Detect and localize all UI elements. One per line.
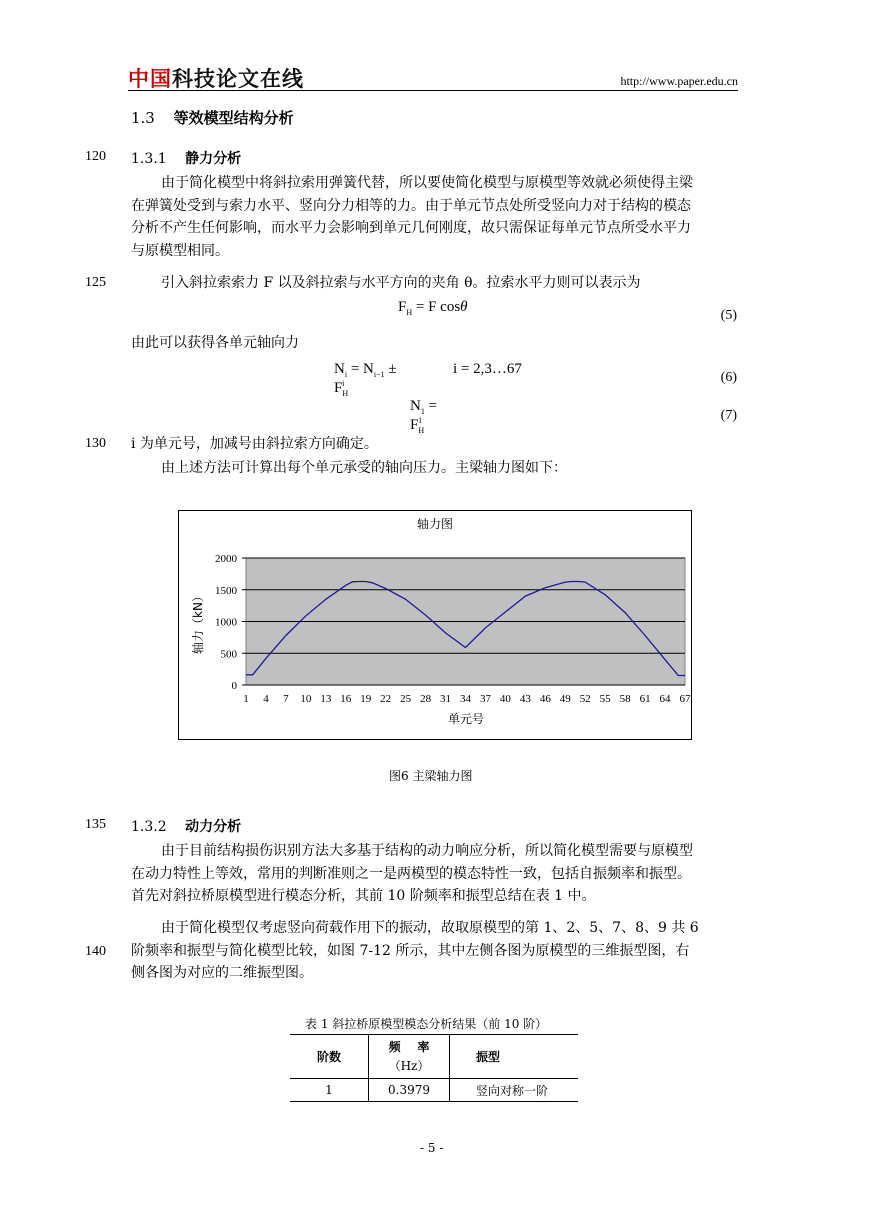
x-tick-label: 31 [440,693,452,705]
text-line: 由于简化模型仅考虑竖向荷载作用下的振动，故取原模型的第 1、2、5、7、8、9 共 6 [161,920,699,936]
table-header-row [290,1035,578,1079]
y-tick-label: 0 [231,680,237,692]
cell-order: 1 [325,1083,333,1097]
table-1 [290,1034,578,1102]
x-tick-label: 34 [460,693,471,705]
x-tick-label: 46 [539,693,551,705]
paragraph-7 [131,917,743,985]
x-tick-label: 40 [499,693,511,705]
x-tick-label: 58 [619,693,631,705]
x-tick-label: 28 [420,693,432,705]
chart-svg [179,511,691,739]
x-tick-label: 7 [283,693,289,705]
paragraph-1 [131,172,741,262]
x-tick-label: 37 [479,693,491,705]
subsection-title: 动力分析 [185,819,242,835]
line-number-120: 120 [85,149,106,164]
logo [128,63,304,93]
line-number-140: 140 [85,944,106,959]
paragraph-4: i 为单元号，加减号由斜拉索方向确定。 [131,436,378,452]
text-line: 侧各图为对应的二维振型图。 [131,965,313,981]
x-tick-label: 49 [559,693,571,705]
x-axis-label: 单元号 [447,712,485,726]
x-tick-label: 19 [360,693,372,705]
line-number-135: 135 [85,817,106,832]
section-number: 1.3 [131,109,155,127]
equation-5: $F_H = F$ cosθ [398,299,468,317]
equation-7: $N_1 = F_H^1$ [410,398,438,435]
equation-5-label: (5) [720,308,737,323]
table-row [290,1079,578,1102]
text-line: 首先对斜拉桥原模型进行模态分析，其前 10 阶频率和振型总结在表 1 中。 [131,888,596,904]
subsection-title: 静力分析 [185,151,242,167]
subsection-number: 1.3.1 [131,151,167,167]
text-line: 阶频率和振型与简化模型比较，如图 7-12 所示，其中左侧各图为原模型的三维振型图，右 [131,942,690,959]
text-line: 由于目前结构损伤识别方法大多基于结构的动力响应分析，所以简化模型需要与原模型 [161,843,693,859]
section-1-3-heading [131,107,294,128]
header-mode: 振型 [476,1050,501,1064]
line-number-130: 130 [85,436,106,451]
equation-6-label: (6) [720,370,737,385]
paragraph-6 [131,840,743,908]
text-line: 在动力特性上等效，常用的判断准则之一是两模型的模态特性一致，包括自振频率和振型。 [131,865,691,882]
text-line: 在弹簧处受到与索力水平、竖向分力相等的力。由于单元节点处所受竖向力对于结构的模态 [131,197,691,214]
equation-7-label: (7) [720,408,737,423]
header-frequency-line2: （Hz） [388,1058,430,1073]
y-tick-label: 500 [220,648,237,661]
y-axis-label: 轴力（kN） [191,590,205,654]
chart-title: 轴力图 [416,517,454,531]
y-tick-label: 1000 [215,616,237,629]
x-tick-label: 64 [659,693,671,705]
x-tick-label: 61 [639,693,651,705]
logo-red-text: 中国 [128,67,172,91]
header-rule [128,90,738,91]
paragraph-3: 由此可以获得各单元轴向力 [131,335,299,351]
x-tick-label: 43 [519,693,531,705]
text-line: 由于简化模型中将斜拉索用弹簧代替，所以要使简化模型与原模型等效就必须使得主梁 [161,175,693,191]
header-order: 阶数 [316,1050,341,1064]
subsection-number: 1.3.2 [131,819,167,835]
figure-6-caption: 图6 主梁轴力图 [389,769,473,783]
paragraph-2: 引入斜拉索索力 F 以及斜拉索与水平方向的夹角 θ。拉索水平力则可以表示为 [161,275,641,291]
cell-mode: 竖向对称一阶 [476,1083,549,1098]
table-1-caption: 表 1 斜拉桥原模型模态分析结果（前 10 阶） [305,1017,548,1031]
section-title: 等效模型结构分析 [173,109,294,127]
x-tick-label: 22 [380,693,392,705]
cell-frequency: 0.3979 [369,1079,450,1102]
equation-6: $N_i = N_{i-1} \pm F_H^i$ [334,361,397,398]
axial-force-chart [178,510,692,740]
x-tick-label: 4 [263,693,269,705]
y-tick-label: 2000 [215,553,237,565]
equation-6-range: i = 2,3…67 [453,361,522,377]
page-number: - 5 - [420,1141,444,1155]
x-tick-label: 10 [300,693,312,705]
x-tick-label: 1 [243,693,249,705]
section-1-3-2-heading [131,816,241,836]
paragraph-5: 由上述方法可计算出每个单元承受的轴向压力。主梁轴力图如下： [161,460,567,476]
y-tick-label: 1500 [215,584,237,597]
section-1-3-1-heading [131,148,241,168]
x-tick-label: 52 [579,693,591,705]
x-tick-label: 55 [599,693,611,705]
header-frequency [369,1035,450,1079]
x-tick-label: 67 [679,693,691,705]
x-tick-label: 25 [400,693,412,705]
line-number-125: 125 [85,275,106,290]
logo-black-text: 科技论文在线 [172,67,304,91]
header-frequency-line1: 频 率 [388,1039,430,1054]
text-line: 分析不产生任何影响，而水平力会影响到单元几何刚度，故只需保证每单元节点所受水平力 [131,220,691,236]
header-url[interactable]: http://www.paper.edu.cn [620,74,738,88]
x-tick-label: 13 [320,693,332,705]
x-tick-label: 16 [340,693,352,705]
text-line: 与原模型相同。 [131,242,229,259]
